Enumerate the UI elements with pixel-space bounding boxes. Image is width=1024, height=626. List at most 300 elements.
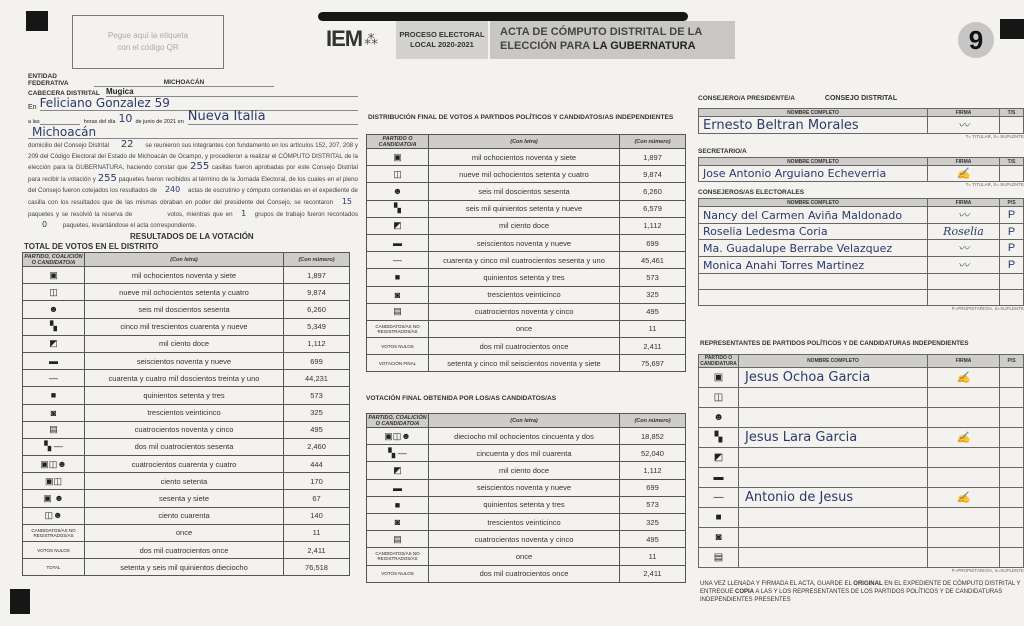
representative-row (699, 508, 1024, 528)
party-logo-icon: ▤ (23, 421, 85, 438)
councilor-signature: 〰 (928, 207, 1000, 224)
votes-in-words: mil ciento doce (429, 462, 620, 479)
vote-row (367, 479, 686, 496)
distribution-title: DISTRIBUCIÓN FINAL DE VOTOS A PARTIDOS POLÍTICOS Y CANDIDATOS/AS INDEPENDIENTES (368, 114, 674, 121)
councilor-ps (1000, 274, 1024, 290)
president-ts (1000, 117, 1024, 134)
entidad-label: ENTIDAD FEDERATIVA (28, 73, 69, 87)
representative-name: Antonio de Jesus (739, 488, 928, 508)
votes-number: 44,231 (284, 370, 350, 387)
councilor-ps (1000, 290, 1024, 306)
secretary-ts (1000, 166, 1024, 182)
registration-marker-bottom-left (10, 589, 30, 614)
votes-in-words: dieciocho mil ochocientos cincuenta y dos (429, 428, 620, 445)
representative-signature: ✍ (928, 428, 1000, 448)
votes-number: 1,112 (620, 217, 686, 234)
casillas-aprobadas: 255 (190, 161, 210, 173)
party-logo-icon: ◫ (367, 166, 429, 183)
vote-row (23, 387, 350, 404)
secretary-name: Jose Antonio Arguiano Echeverria (699, 166, 928, 182)
entidad-value: MICHOACÁN (94, 79, 274, 87)
col-sign: FIRMA (928, 158, 1000, 166)
col-party: PARTIDO O CANDIDATURA (700, 355, 737, 367)
votes-number: 1,112 (284, 335, 350, 352)
votes-number: 444 (284, 456, 350, 473)
row-label: CANDIDATOS/AS NO REGISTRADOS/AS (367, 548, 429, 565)
party-logo-icon: ◩ (367, 462, 429, 479)
secretary-signature: ✍ (928, 166, 1000, 182)
col-ps: P/S (1000, 199, 1024, 207)
actas-cotejadas: 240 (164, 185, 181, 195)
votes-number: 699 (620, 234, 686, 251)
vote-row (23, 473, 350, 490)
row-label: TOTAL (23, 559, 85, 576)
vote-row (23, 421, 350, 438)
votes-in-words: dos mil cuatrocientos sesenta (85, 438, 284, 455)
party-logo-icon: ▬ (23, 352, 85, 369)
party-logo-icon: ▣ ☻ (23, 490, 85, 507)
representative-name (739, 468, 928, 488)
votes-in-words: mil ochocientos noventa y siete (429, 149, 620, 166)
votes-in-words: sesenta y siete (85, 490, 284, 507)
horas-label: horas del día (83, 119, 116, 125)
vote-row (367, 269, 686, 286)
votes-number: 325 (284, 404, 350, 421)
votes-in-words: nueve mil ochocientos setenta y cuatro (429, 166, 620, 183)
row-label: VOTOS NULOS (367, 565, 429, 582)
qr-label-area (72, 15, 224, 69)
intro-text-4: paquetes fueron recibidos al término de la Jornada Electoral, de los cuales en el pleno del Consejo fueron cotejados los resultados de (28, 175, 358, 195)
councilor-ps: P (1000, 224, 1024, 240)
representative-signature (928, 528, 1000, 548)
col-number: (Con número) (620, 135, 686, 149)
col-sign: FIRMA (928, 109, 1000, 117)
vote-row (23, 370, 350, 387)
page-number-badge: 9 (958, 22, 994, 58)
paquetes-grupos: 0 (42, 220, 48, 230)
party-logo-icon: ☻ (367, 183, 429, 200)
candidates-title: VOTACIÓN FINAL OBTENIDA POR LOS/AS CANDIDATOS/AS (366, 395, 557, 402)
total-votes-table (22, 252, 350, 576)
votes-number: 1,897 (284, 267, 350, 284)
col-name: NOMBRE COMPLETO (699, 158, 928, 166)
intro-text-1: domicilio del Consejo Distrital (28, 142, 110, 149)
votes-number: 495 (284, 421, 350, 438)
address-value: Feliciano Gonzalez 59 (40, 96, 358, 111)
reps-ps-note: P=PROPIETARIO/A, S=SUPLENTE (951, 568, 1024, 573)
votes-number: 9,874 (284, 284, 350, 301)
vote-row (367, 513, 686, 530)
councilor-row (699, 207, 1024, 224)
councilor-name (699, 274, 928, 290)
party-logo-icon: — (23, 370, 85, 387)
votes-in-words: dos mil cuatrocientos once (429, 338, 620, 355)
col-sign: FIRMA (928, 355, 1000, 368)
councilor-signature (928, 224, 1000, 240)
votes-in-words: setenta y seis mil quinientos dieciocho (85, 559, 284, 576)
intro-paragraph (28, 140, 358, 232)
vote-row (23, 284, 350, 301)
col-name: NOMBRE COMPLETO (699, 199, 928, 207)
councilor-ps: P (1000, 257, 1024, 274)
representative-row (699, 428, 1024, 448)
votes-number: 75,697 (620, 355, 686, 372)
votes-number: 2,411 (620, 565, 686, 582)
representative-row (699, 488, 1024, 508)
intro-text-7: votos, mientras que en (167, 210, 233, 218)
party-logo-icon: ▚ (367, 200, 429, 217)
votes-number: 45,461 (620, 252, 686, 269)
votes-in-words: cuatrocientos cuarenta y cuatro (85, 456, 284, 473)
total-votes-title: TOTAL DE VOTOS EN EL DISTRITO (24, 242, 159, 251)
representative-name (739, 548, 928, 568)
council-section (698, 88, 1024, 311)
vote-row (367, 462, 686, 479)
party-logo-icon: ◙ (367, 513, 429, 530)
votes-in-words: mil ciento doce (429, 217, 620, 234)
representative-row (699, 448, 1024, 468)
votes-number: 9,874 (620, 166, 686, 183)
votes-in-words: trescientos veinticinco (429, 513, 620, 530)
votes-in-words: seis mil doscientos sesenta (85, 301, 284, 318)
representative-name (739, 508, 928, 528)
representative-row (699, 368, 1024, 388)
col-ts: T/S (1000, 109, 1024, 117)
representative-row (699, 408, 1024, 428)
footer-text-2: EN EL EXPEDIENTE DE CÓMPUTO DISTRITAL Y ENTREGUE (700, 581, 1021, 595)
party-logo-icon: ▚ (23, 318, 85, 335)
intro-text-3: casillas fueron aprobadas por este Consejo Distrital para recibir la votación y (28, 164, 358, 183)
vote-row (367, 548, 686, 565)
votes-in-words: once (429, 548, 620, 565)
votes-in-words: quinientos setenta y tres (429, 496, 620, 513)
registration-marker-top-left (26, 11, 48, 31)
party-logo-icon: ▤ (699, 548, 739, 568)
vote-row (367, 338, 686, 355)
secretary-table (698, 157, 1024, 182)
party-logo-icon: ▬ (699, 468, 739, 488)
party-logo-icon: ◙ (367, 286, 429, 303)
councilor-row (699, 274, 1024, 290)
councilor-row (699, 224, 1024, 240)
votes-number: 495 (620, 531, 686, 548)
signature-text: Roselia (943, 225, 984, 238)
party-logo-icon: ■ (699, 508, 739, 528)
intro-text-6: paquetes y se resolvió la reserva de (28, 210, 133, 218)
votes-in-words: seiscientos noventa y nueve (85, 352, 284, 369)
party-logo-icon: ▤ (367, 531, 429, 548)
party-logo-icon: ▣◫☻ (23, 456, 85, 473)
vote-row (23, 318, 350, 335)
process-label-line2: LOCAL 2020-2021 (410, 40, 474, 49)
electoral-process-label (396, 21, 488, 59)
col-party: PARTIDO O CANDIDATO/A (367, 135, 429, 149)
party-logo-icon: ▣ (699, 368, 739, 388)
party-logo-icon: ■ (23, 387, 85, 404)
vote-row (367, 531, 686, 548)
vote-row (23, 542, 350, 559)
representatives-title: REPRESENTANTES DE PARTIDOS POLÍTICOS Y DE CANDIDATURAS INDEPENDIENTES (700, 340, 969, 347)
col-ps: P/S (1000, 355, 1024, 368)
party-logo-icon: — (699, 488, 739, 508)
votes-number: 6,579 (620, 200, 686, 217)
representative-ps (1000, 528, 1024, 548)
representative-name: Jesus Lara Garcia (739, 428, 928, 448)
votes-number: 699 (620, 479, 686, 496)
col-party: PARTIDO, COALICIÓN O CANDIDATO/A (368, 414, 427, 427)
grupos-trabajo: 1 (241, 208, 247, 218)
party-logo-icon: ◩ (367, 217, 429, 234)
party-logo-icon: ◩ (699, 448, 739, 468)
row-label: VOTACIÓN FINAL (367, 355, 429, 372)
representative-signature (928, 448, 1000, 468)
votes-number: 11 (620, 548, 686, 565)
document-title (490, 21, 735, 59)
day-value: 10 (118, 112, 133, 125)
votes-in-words: seis mil quinientos setenta y nueve (429, 200, 620, 217)
votes-number: 495 (620, 303, 686, 320)
representative-signature (928, 548, 1000, 568)
ts-note-2: T= TITULAR, S= SUPLENTE (965, 182, 1024, 187)
votes-in-words: quinientos setenta y tres (85, 387, 284, 404)
votes-in-words: setenta y cinco mil seiscientos noventa y siete (429, 355, 620, 372)
title-line2-bold: LA GUBERNATURA (592, 40, 696, 52)
party-logo-icon: ◙ (23, 404, 85, 421)
president-table (698, 108, 1024, 134)
title-line2-prefix: ELECCIÓN PARA (500, 40, 593, 52)
votes-in-words: quinientos setenta y tres (429, 269, 620, 286)
councilor-signature (928, 274, 1000, 290)
votes-number: 67 (284, 490, 350, 507)
councilor-row (699, 240, 1024, 257)
vote-row (367, 565, 686, 582)
party-logo-icon: ▬ (367, 234, 429, 251)
representative-ps (1000, 428, 1024, 448)
representative-ps (1000, 468, 1024, 488)
votes-number: 11 (620, 320, 686, 337)
councilor-name: Ma. Guadalupe Berrabe Velazquez (699, 240, 928, 257)
votes-number: 1,897 (620, 149, 686, 166)
representative-name (739, 528, 928, 548)
representative-row (699, 528, 1024, 548)
president-name: Ernesto Beltran Morales (699, 117, 928, 134)
intro-section (28, 73, 359, 232)
party-logo-icon: ◩ (23, 335, 85, 352)
col-sign: FIRMA (928, 199, 1000, 207)
votes-number: 573 (620, 269, 686, 286)
footer-text-3: A LAS Y LOS REPRESENTANTES DE LOS PARTIDOS POLÍTICOS Y DE CANDIDATURAS INDEPENDIENTES PRESENTES (700, 589, 1003, 603)
votes-number: 6,260 (284, 301, 350, 318)
councilor-signature: 〰 (928, 240, 1000, 257)
paquetes-recontados: 15 (341, 196, 352, 206)
month-text: de junio de 2021 en (135, 119, 184, 125)
cabecera-label: CABECERA DISTRITAL (28, 90, 100, 97)
votes-number: 573 (620, 496, 686, 513)
footer-note (700, 580, 1024, 604)
vote-row (367, 355, 686, 372)
votes-in-words: mil ciento doce (85, 335, 284, 352)
intro-text-8: grupos de trabajo fueron recontados (254, 210, 358, 218)
title-line1: ACTA DE CÓMPUTO DISTRITAL DE LA (500, 26, 703, 38)
col-number: (Con número) (620, 414, 686, 428)
party-logo-icon: ▚ — (367, 445, 429, 462)
vote-row (23, 301, 350, 318)
votes-in-words: nueve mil ochocientos setenta y cuatro (85, 284, 284, 301)
votes-in-words: cuarenta y cuatro mil doscientos treinta y uno (85, 370, 284, 387)
results-section-title: RESULTADOS DE LA VOTACIÓN (130, 232, 254, 241)
representative-ps (1000, 508, 1024, 528)
party-logo-icon: ▤ (367, 303, 429, 320)
footer-text-1: UNA VEZ LLENADA Y FIRMADA EL ACTA, GUARDE EL (700, 581, 854, 587)
president-label: CONSEJERO/A PRESIDENTE/A (698, 95, 795, 102)
representative-row (699, 388, 1024, 408)
col-number: (Con número) (284, 253, 350, 267)
votes-in-words: dos mil cuatrocientos once (429, 565, 620, 582)
col-name: NOMBRE COMPLETO (739, 355, 928, 368)
representative-signature (928, 388, 1000, 408)
representative-signature (928, 408, 1000, 428)
header-bar (318, 12, 688, 21)
votes-number: 2,411 (284, 542, 350, 559)
votes-number: 6,260 (620, 183, 686, 200)
vote-row (23, 559, 350, 576)
cabecera-value: Mugica (106, 87, 358, 97)
vote-row (23, 507, 350, 524)
party-logo-icon: — (367, 252, 429, 269)
vote-row (367, 496, 686, 513)
representative-name (739, 408, 928, 428)
votes-in-words: seiscientos noventa y nueve (429, 479, 620, 496)
representative-signature (928, 468, 1000, 488)
votes-number: 2,411 (620, 338, 686, 355)
representative-ps (1000, 448, 1024, 468)
vote-row (367, 445, 686, 462)
votes-in-words: seis mil doscientos sesenta (429, 183, 620, 200)
vote-row (367, 183, 686, 200)
vote-row (23, 524, 350, 541)
representative-row (699, 548, 1024, 568)
councilor-row (699, 290, 1024, 306)
ps-note: P=PROPIETARIO/A, S=SUPLENTE (951, 306, 1024, 311)
representative-ps (1000, 548, 1024, 568)
candidates-table (366, 413, 686, 583)
vote-row (367, 149, 686, 166)
representative-ps (1000, 368, 1024, 388)
party-logo-icon: ◫☻ (23, 507, 85, 524)
votes-in-words: ciento setenta (85, 473, 284, 490)
votes-number: 18,852 (620, 428, 686, 445)
party-logo-icon: ▚ — (23, 438, 85, 455)
vote-row (23, 404, 350, 421)
representative-ps (1000, 388, 1024, 408)
votes-in-words: trescientos veinticinco (85, 404, 284, 421)
council-title: CONSEJO DISTRITAL (824, 95, 898, 102)
councilor-signature (928, 290, 1000, 306)
representative-name (739, 448, 928, 468)
votes-number: 170 (284, 473, 350, 490)
councilor-ps: P (1000, 207, 1024, 224)
councilor-name: Roselia Ledesma Coria (699, 224, 928, 240)
vote-row (367, 286, 686, 303)
votes-number: 325 (620, 513, 686, 530)
councilor-signature: 〰 (928, 257, 1000, 274)
councilor-name (699, 290, 928, 306)
councilor-row (699, 257, 1024, 274)
party-logo-icon: ▬ (367, 479, 429, 496)
vote-row (23, 335, 350, 352)
party-logo-icon: ◫ (23, 284, 85, 301)
row-label: VOTOS NULOS (367, 338, 429, 355)
representative-ps (1000, 488, 1024, 508)
votes-in-words: once (429, 320, 620, 337)
a-las-label: a las (28, 119, 40, 125)
en-label: En (28, 104, 37, 111)
ts-note: T= TITULAR, S= SUPLENTE (965, 134, 1024, 139)
footer-original: ORIGINAL (853, 581, 883, 587)
party-logo-icon: ▣ (23, 267, 85, 284)
city-value: Nueva Italia (188, 109, 358, 125)
paquetes-recibidos: 255 (97, 172, 117, 184)
col-letter: (Con letra) (85, 253, 284, 267)
party-logo-icon: ◫ (699, 388, 739, 408)
row-label: VOTOS NULOS (23, 542, 85, 559)
vote-row (367, 200, 686, 217)
distribution-table (366, 134, 686, 372)
votes-number: 1,112 (620, 462, 686, 479)
intro-text-9: paquetes, levantándose el acta correspondiente. (62, 222, 197, 230)
councilor-name: Nancy del Carmen Aviña Maldonado (699, 207, 928, 224)
col-party: PARTIDO, COALICIÓN O CANDIDATO/A (24, 253, 83, 266)
registration-marker-top-right (1000, 19, 1024, 39)
iem-logo (326, 26, 378, 52)
vote-row (367, 252, 686, 269)
party-logo-icon: ◙ (699, 528, 739, 548)
party-logo-icon: ■ (367, 496, 429, 513)
iem-people-icon: ⁂ (364, 30, 379, 47)
representative-ps (1000, 408, 1024, 428)
col-name: NOMBRE COMPLETO (699, 109, 928, 117)
vote-row (367, 320, 686, 337)
col-ts: T/S (1000, 158, 1024, 166)
votes-in-words: mil ochocientos noventa y siete (85, 267, 284, 284)
vote-row (23, 352, 350, 369)
representative-row (699, 468, 1024, 488)
votes-in-words: trescientos veinticinco (429, 286, 620, 303)
votes-number: 76,518 (284, 559, 350, 576)
votes-number: 11 (284, 524, 350, 541)
qr-placeholder-line1: Pegue aquí la etiqueta (107, 31, 189, 40)
party-logo-icon: ▣◫ (23, 473, 85, 490)
process-label-line1: PROCESO ELECTORAL (399, 30, 485, 39)
party-logo-icon: ☻ (699, 408, 739, 428)
representative-signature: ✍ (928, 368, 1000, 388)
qr-placeholder-line2: con el código QR (117, 43, 179, 52)
votes-number: 52,040 (620, 445, 686, 462)
president-signature: 〰 (928, 117, 1000, 134)
vote-row (23, 438, 350, 455)
vote-row (367, 166, 686, 183)
vote-row (367, 234, 686, 251)
votes-in-words: cuatrocientos noventa y cinco (85, 421, 284, 438)
party-logo-icon: ▣◫☻ (367, 428, 429, 445)
vote-row (367, 303, 686, 320)
votes-in-words: once (85, 524, 284, 541)
votes-number: 573 (284, 387, 350, 404)
councilor-name: Monica Anahi Torres Martinez (699, 257, 928, 274)
row-label: CANDIDATOS/AS NO REGISTRADOS/AS (23, 524, 85, 541)
votes-in-words: dos mil cuatrocientos once (85, 542, 284, 559)
representative-signature (928, 508, 1000, 528)
